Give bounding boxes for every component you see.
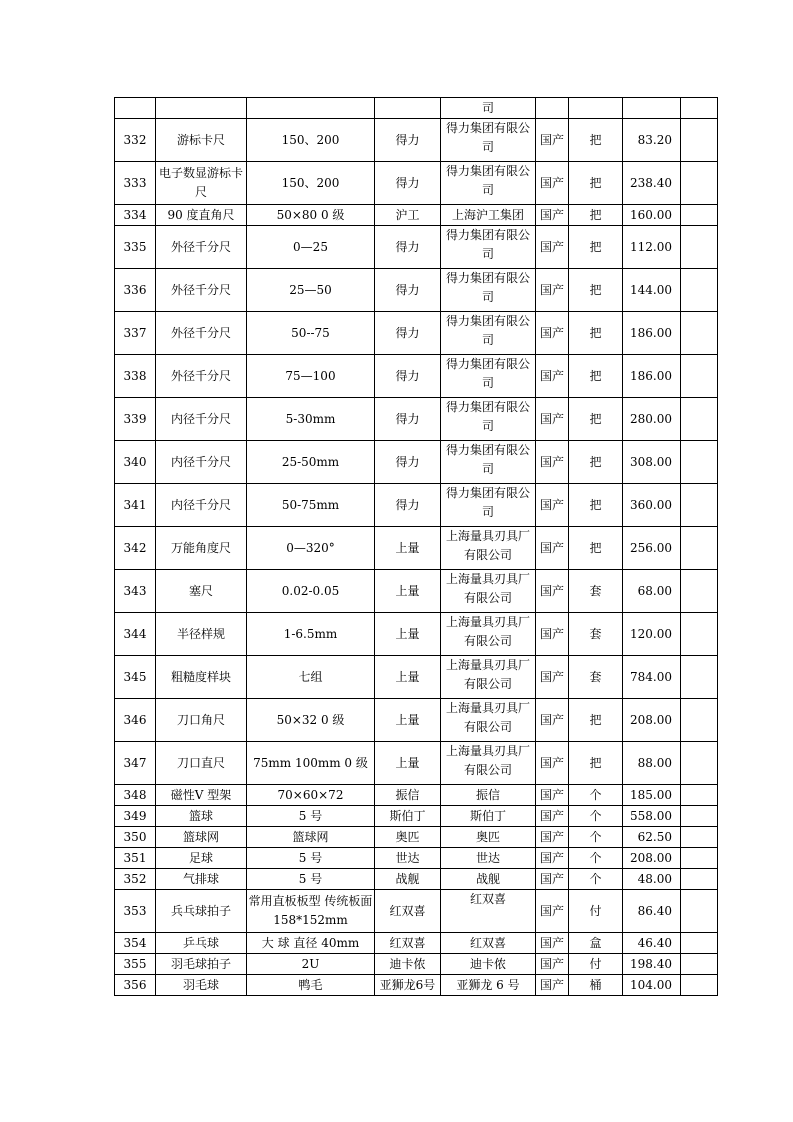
cell-unit: 个 bbox=[569, 869, 623, 890]
cell-supplier: 得力集团有限公司 bbox=[441, 162, 536, 205]
cell-supplier: 得力集团有限公司 bbox=[441, 441, 536, 484]
cell-price: 48.00 bbox=[623, 869, 681, 890]
cell-no: 354 bbox=[115, 933, 156, 954]
cell-origin: 国产 bbox=[536, 848, 569, 869]
cell-origin: 国产 bbox=[536, 742, 569, 785]
cell-origin: 国产 bbox=[536, 869, 569, 890]
cell-unit: 把 bbox=[569, 742, 623, 785]
cell-note bbox=[681, 355, 718, 398]
cell-no: 342 bbox=[115, 527, 156, 570]
cell-origin: 国产 bbox=[536, 933, 569, 954]
cell-unit: 套 bbox=[569, 656, 623, 699]
cell-brand: 得力 bbox=[375, 226, 441, 269]
cell-price: 83.20 bbox=[623, 119, 681, 162]
cell-no: 336 bbox=[115, 269, 156, 312]
cell-note bbox=[681, 806, 718, 827]
cell-name: 兵乓球拍子 bbox=[156, 890, 247, 933]
cell-note bbox=[681, 699, 718, 742]
cell-note bbox=[681, 119, 718, 162]
table-row bbox=[115, 742, 718, 785]
cell-supplier: 红双喜 bbox=[441, 933, 536, 954]
table-row bbox=[115, 613, 718, 656]
cell-no: 355 bbox=[115, 954, 156, 975]
cell-no: 351 bbox=[115, 848, 156, 869]
cell-note bbox=[681, 848, 718, 869]
cell-origin: 国产 bbox=[536, 269, 569, 312]
cell-price: 360.00 bbox=[623, 484, 681, 527]
cell-brand: 战舰 bbox=[375, 869, 441, 890]
cell-brand: 沪工 bbox=[375, 205, 441, 226]
cell-note bbox=[681, 954, 718, 975]
cell-note bbox=[681, 742, 718, 785]
cell-note bbox=[681, 398, 718, 441]
cell-origin: 国产 bbox=[536, 570, 569, 613]
cell-spec: 0.02-0.05 bbox=[247, 570, 375, 613]
cell-supplier: 斯伯丁 bbox=[441, 806, 536, 827]
cell-spec: 0—25 bbox=[247, 226, 375, 269]
cell-name: 粗糙度样块 bbox=[156, 656, 247, 699]
table-row bbox=[115, 656, 718, 699]
cell-unit: 把 bbox=[569, 699, 623, 742]
cell-brand: 得力 bbox=[375, 441, 441, 484]
cell-brand: 得力 bbox=[375, 484, 441, 527]
table-row bbox=[115, 975, 718, 996]
table-row bbox=[115, 827, 718, 848]
cell-brand: 上量 bbox=[375, 570, 441, 613]
cell-no: 341 bbox=[115, 484, 156, 527]
cell-no: 352 bbox=[115, 869, 156, 890]
cell-brand: 得力 bbox=[375, 269, 441, 312]
table-row bbox=[115, 848, 718, 869]
cell-origin: 国产 bbox=[536, 785, 569, 806]
cell-spec: 5 号 bbox=[247, 806, 375, 827]
cell-origin bbox=[536, 98, 569, 119]
table-row bbox=[115, 933, 718, 954]
cell-note bbox=[681, 98, 718, 119]
cell-price: 186.00 bbox=[623, 355, 681, 398]
cell-supplier: 迪卡侬 bbox=[441, 954, 536, 975]
table-row bbox=[115, 954, 718, 975]
cell-price: 186.00 bbox=[623, 312, 681, 355]
cell-unit: 个 bbox=[569, 848, 623, 869]
cell-note bbox=[681, 570, 718, 613]
cell-supplier: 上海量具刃具厂有限公司 bbox=[441, 527, 536, 570]
cell-brand: 奥匹 bbox=[375, 827, 441, 848]
cell-note bbox=[681, 613, 718, 656]
table-row bbox=[115, 226, 718, 269]
cell-price: 46.40 bbox=[623, 933, 681, 954]
table-row bbox=[115, 205, 718, 226]
cell-brand: 振信 bbox=[375, 785, 441, 806]
cell-supplier: 上海量具刃具厂有限公司 bbox=[441, 570, 536, 613]
cell-price: 784.00 bbox=[623, 656, 681, 699]
cell-unit: 把 bbox=[569, 355, 623, 398]
cell-name: 气排球 bbox=[156, 869, 247, 890]
cell-note bbox=[681, 527, 718, 570]
cell-note bbox=[681, 205, 718, 226]
cell-price: 88.00 bbox=[623, 742, 681, 785]
cell-name: 篮球 bbox=[156, 806, 247, 827]
cell-spec: 150、200 bbox=[247, 162, 375, 205]
cell-unit: 盒 bbox=[569, 933, 623, 954]
price-table bbox=[114, 97, 718, 996]
cell-spec: 2U bbox=[247, 954, 375, 975]
cell-unit: 个 bbox=[569, 785, 623, 806]
cell-price: 198.40 bbox=[623, 954, 681, 975]
cell-brand: 迪卡侬 bbox=[375, 954, 441, 975]
cell-price: 68.00 bbox=[623, 570, 681, 613]
cell-unit: 把 bbox=[569, 269, 623, 312]
cell-price: 280.00 bbox=[623, 398, 681, 441]
cell-no: 349 bbox=[115, 806, 156, 827]
cell-brand: 得力 bbox=[375, 398, 441, 441]
cell-no: 334 bbox=[115, 205, 156, 226]
cell-name: 刀口角尺 bbox=[156, 699, 247, 742]
cell-origin: 国产 bbox=[536, 827, 569, 848]
cell-origin: 国产 bbox=[536, 312, 569, 355]
cell-supplier: 得力集团有限公司 bbox=[441, 398, 536, 441]
cell-unit: 把 bbox=[569, 226, 623, 269]
table-row bbox=[115, 312, 718, 355]
cell-price: 238.40 bbox=[623, 162, 681, 205]
cell-spec: 1-6.5mm bbox=[247, 613, 375, 656]
cell-note bbox=[681, 226, 718, 269]
cell-spec: 75mm 100mm 0 级 bbox=[247, 742, 375, 785]
cell-origin: 国产 bbox=[536, 975, 569, 996]
table-row bbox=[115, 699, 718, 742]
cell-name: 足球 bbox=[156, 848, 247, 869]
cell-note bbox=[681, 441, 718, 484]
cell-note bbox=[681, 890, 718, 933]
cell-brand: 亚狮龙6号 bbox=[375, 975, 441, 996]
cell-no: 343 bbox=[115, 570, 156, 613]
cell-note bbox=[681, 656, 718, 699]
cell-name: 游标卡尺 bbox=[156, 119, 247, 162]
cell-brand: 得力 bbox=[375, 119, 441, 162]
cell-brand: 上量 bbox=[375, 699, 441, 742]
cell-name: 塞尺 bbox=[156, 570, 247, 613]
cell-origin: 国产 bbox=[536, 398, 569, 441]
cell-price: 308.00 bbox=[623, 441, 681, 484]
cell-origin: 国产 bbox=[536, 355, 569, 398]
cell-unit: 把 bbox=[569, 205, 623, 226]
cell-no: 346 bbox=[115, 699, 156, 742]
cell-spec: 5 号 bbox=[247, 869, 375, 890]
cell-price: 144.00 bbox=[623, 269, 681, 312]
cell-supplier: 战舰 bbox=[441, 869, 536, 890]
cell-note bbox=[681, 312, 718, 355]
table-row bbox=[115, 806, 718, 827]
cell-brand bbox=[375, 98, 441, 119]
cell-no: 332 bbox=[115, 119, 156, 162]
cell-origin: 国产 bbox=[536, 162, 569, 205]
cell-unit bbox=[569, 98, 623, 119]
cell-spec: 5 号 bbox=[247, 848, 375, 869]
cell-note bbox=[681, 869, 718, 890]
cell-spec: 大 球 直径 40mm bbox=[247, 933, 375, 954]
cell-unit: 付 bbox=[569, 890, 623, 933]
cell-name: 磁性V 型架 bbox=[156, 785, 247, 806]
cell-supplier: 上海量具刃具厂有限公司 bbox=[441, 613, 536, 656]
cell-supplier: 得力集团有限公司 bbox=[441, 269, 536, 312]
cell-note bbox=[681, 162, 718, 205]
cell-origin: 国产 bbox=[536, 527, 569, 570]
cell-name: 外径千分尺 bbox=[156, 312, 247, 355]
cell-supplier: 上海量具刃具厂有限公司 bbox=[441, 742, 536, 785]
cell-spec: 50-75mm bbox=[247, 484, 375, 527]
cell-unit: 把 bbox=[569, 441, 623, 484]
cell-brand: 得力 bbox=[375, 355, 441, 398]
cell-note bbox=[681, 975, 718, 996]
cell-spec: 70×60×72 bbox=[247, 785, 375, 806]
cell-name: 90 度直角尺 bbox=[156, 205, 247, 226]
cell-spec: 50×80 0 级 bbox=[247, 205, 375, 226]
cell-brand: 红双喜 bbox=[375, 890, 441, 933]
cell-supplier: 振信 bbox=[441, 785, 536, 806]
cell-name: 外径千分尺 bbox=[156, 355, 247, 398]
cell-name: 外径千分尺 bbox=[156, 269, 247, 312]
cell-brand: 上量 bbox=[375, 613, 441, 656]
cell-brand: 上量 bbox=[375, 656, 441, 699]
cell-supplier: 上海沪工集团 bbox=[441, 205, 536, 226]
cell-price: 104.00 bbox=[623, 975, 681, 996]
cell-name bbox=[156, 98, 247, 119]
cell-spec: 0—320° bbox=[247, 527, 375, 570]
cell-supplier: 上海量具刃具厂有限公司 bbox=[441, 656, 536, 699]
cell-origin: 国产 bbox=[536, 205, 569, 226]
cell-supplier: 得力集团有限公司 bbox=[441, 312, 536, 355]
table-row bbox=[115, 355, 718, 398]
cell-brand: 世达 bbox=[375, 848, 441, 869]
cell-origin: 国产 bbox=[536, 613, 569, 656]
table-row bbox=[115, 119, 718, 162]
cell-name: 内径千分尺 bbox=[156, 484, 247, 527]
cell-no: 333 bbox=[115, 162, 156, 205]
cell-brand: 斯伯丁 bbox=[375, 806, 441, 827]
cell-name: 篮球网 bbox=[156, 827, 247, 848]
cell-no: 340 bbox=[115, 441, 156, 484]
cell-name: 乒乓球 bbox=[156, 933, 247, 954]
cell-price: 208.00 bbox=[623, 848, 681, 869]
cell-name: 电子数显游标卡尺 bbox=[156, 162, 247, 205]
cell-note bbox=[681, 484, 718, 527]
table-row bbox=[115, 441, 718, 484]
cell-unit: 付 bbox=[569, 954, 623, 975]
cell-brand: 得力 bbox=[375, 312, 441, 355]
cell-spec: 25-50mm bbox=[247, 441, 375, 484]
cell-unit: 把 bbox=[569, 527, 623, 570]
table-row bbox=[115, 527, 718, 570]
cell-spec: 75—100 bbox=[247, 355, 375, 398]
cell-unit: 把 bbox=[569, 119, 623, 162]
cell-note bbox=[681, 269, 718, 312]
cell-spec: 篮球网 bbox=[247, 827, 375, 848]
cell-unit: 个 bbox=[569, 827, 623, 848]
table-row bbox=[115, 398, 718, 441]
cell-note bbox=[681, 785, 718, 806]
cell-spec bbox=[247, 98, 375, 119]
cell-no: 356 bbox=[115, 975, 156, 996]
cell-spec: 常用直板板型 传统板面 158*152mm bbox=[247, 890, 375, 933]
cell-no: 348 bbox=[115, 785, 156, 806]
cell-supplier: 亚狮龙 6 号 bbox=[441, 975, 536, 996]
cell-no: 345 bbox=[115, 656, 156, 699]
table-row bbox=[115, 869, 718, 890]
cell-no: 339 bbox=[115, 398, 156, 441]
cell-name: 万能角度尺 bbox=[156, 527, 247, 570]
cell-no: 344 bbox=[115, 613, 156, 656]
cell-origin: 国产 bbox=[536, 954, 569, 975]
cell-no: 353 bbox=[115, 890, 156, 933]
cell-price: 185.00 bbox=[623, 785, 681, 806]
cell-note bbox=[681, 933, 718, 954]
cell-price: 62.50 bbox=[623, 827, 681, 848]
cell-spec: 50×32 0 级 bbox=[247, 699, 375, 742]
cell-price: 120.00 bbox=[623, 613, 681, 656]
cell-unit: 桶 bbox=[569, 975, 623, 996]
cell-supplier: 得力集团有限公司 bbox=[441, 484, 536, 527]
cell-origin: 国产 bbox=[536, 890, 569, 933]
cell-no: 347 bbox=[115, 742, 156, 785]
cell-supplier: 世达 bbox=[441, 848, 536, 869]
cell-price: 558.00 bbox=[623, 806, 681, 827]
cell-supplier: 司 bbox=[441, 98, 536, 119]
cell-origin: 国产 bbox=[536, 806, 569, 827]
cell-note bbox=[681, 827, 718, 848]
cell-name: 内径千分尺 bbox=[156, 398, 247, 441]
cell-brand: 上量 bbox=[375, 742, 441, 785]
table-row bbox=[115, 484, 718, 527]
cell-unit: 套 bbox=[569, 613, 623, 656]
cell-no: 337 bbox=[115, 312, 156, 355]
table-row bbox=[115, 570, 718, 613]
table-row bbox=[115, 162, 718, 205]
cell-no: 350 bbox=[115, 827, 156, 848]
cell-name: 外径千分尺 bbox=[156, 226, 247, 269]
cell-price: 160.00 bbox=[623, 205, 681, 226]
cell-price: 86.40 bbox=[623, 890, 681, 933]
cell-spec: 七组 bbox=[247, 656, 375, 699]
cell-unit: 把 bbox=[569, 398, 623, 441]
cell-brand: 红双喜 bbox=[375, 933, 441, 954]
cell-unit: 把 bbox=[569, 484, 623, 527]
cell-origin: 国产 bbox=[536, 656, 569, 699]
cell-origin: 国产 bbox=[536, 699, 569, 742]
cell-supplier: 红双喜 bbox=[441, 890, 536, 933]
cell-no bbox=[115, 98, 156, 119]
table-row bbox=[115, 269, 718, 312]
cell-unit: 把 bbox=[569, 162, 623, 205]
cell-brand: 上量 bbox=[375, 527, 441, 570]
cell-spec: 50--75 bbox=[247, 312, 375, 355]
cell-spec: 鸭毛 bbox=[247, 975, 375, 996]
cell-name: 刀口直尺 bbox=[156, 742, 247, 785]
cell-name: 羽毛球拍子 bbox=[156, 954, 247, 975]
cell-supplier: 得力集团有限公司 bbox=[441, 226, 536, 269]
table-row bbox=[115, 98, 718, 119]
cell-price bbox=[623, 98, 681, 119]
cell-spec: 25—50 bbox=[247, 269, 375, 312]
cell-brand: 得力 bbox=[375, 162, 441, 205]
cell-origin: 国产 bbox=[536, 226, 569, 269]
cell-supplier: 得力集团有限公司 bbox=[441, 355, 536, 398]
table-row bbox=[115, 890, 718, 933]
cell-unit: 个 bbox=[569, 806, 623, 827]
cell-price: 256.00 bbox=[623, 527, 681, 570]
cell-price: 208.00 bbox=[623, 699, 681, 742]
cell-name: 羽毛球 bbox=[156, 975, 247, 996]
cell-origin: 国产 bbox=[536, 119, 569, 162]
cell-price: 112.00 bbox=[623, 226, 681, 269]
table-row bbox=[115, 785, 718, 806]
cell-name: 内径千分尺 bbox=[156, 441, 247, 484]
cell-spec: 5-30mm bbox=[247, 398, 375, 441]
cell-origin: 国产 bbox=[536, 484, 569, 527]
cell-no: 335 bbox=[115, 226, 156, 269]
cell-supplier: 上海量具刃具厂有限公司 bbox=[441, 699, 536, 742]
cell-origin: 国产 bbox=[536, 441, 569, 484]
cell-supplier: 得力集团有限公司 bbox=[441, 119, 536, 162]
cell-no: 338 bbox=[115, 355, 156, 398]
cell-spec: 150、200 bbox=[247, 119, 375, 162]
cell-unit: 把 bbox=[569, 312, 623, 355]
cell-name: 半径样规 bbox=[156, 613, 247, 656]
cell-unit: 套 bbox=[569, 570, 623, 613]
cell-supplier: 奥匹 bbox=[441, 827, 536, 848]
